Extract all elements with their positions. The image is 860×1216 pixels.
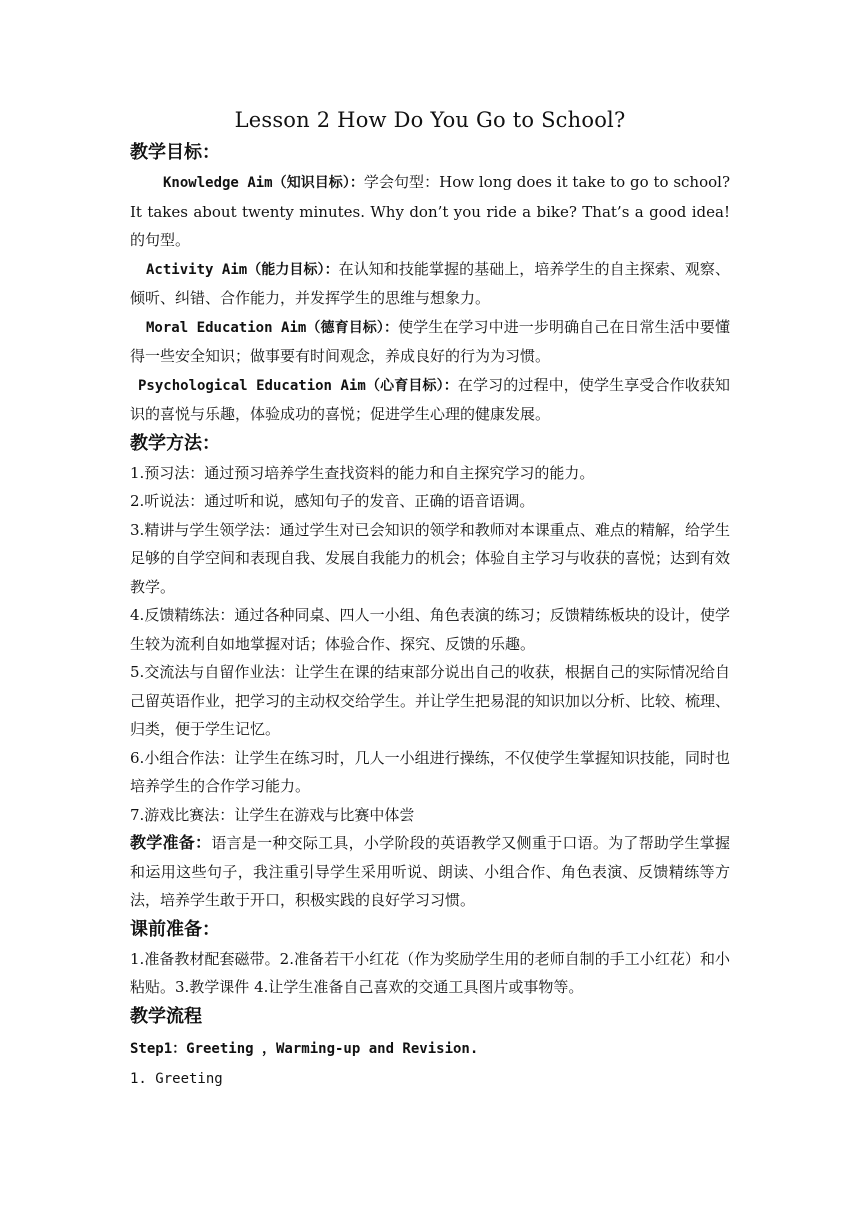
- step1-heading: Step1：Greeting ，Warming-up and Revision.: [130, 1040, 479, 1057]
- psych-aim-paragraph: [130, 371, 730, 429]
- process-heading: 教学流程: [130, 1005, 202, 1027]
- document-content: [130, 104, 730, 1094]
- method-item: 4.反馈精练法：通过各种同桌、四人一小组、角色表演的练习；反馈精练板块的设计，使学生较为流利自如地掌握对话；体验合作、探究、反馈的乐趣。: [130, 606, 730, 653]
- method-item: 5.交流法与自留作业法：让学生在课的结束部分说出自己的收获，根据自己的实际情况给自己留英语作业，把学习的主动权交给学生。并让学生把易混的知识加以分析、比较、梳理、归类，便于学生记忆。: [130, 663, 731, 738]
- knowledge-aim-text: 学会句型：How long does it take to go to school? It takes about twenty minutes. Why don’t you ride a bike? That’s a good idea!的句型。: [130, 173, 730, 249]
- moral-aim-label: Moral Education Aim（德育目标）：: [146, 319, 399, 336]
- activity-aim-label: Activity Aim（能力目标）：: [146, 261, 339, 278]
- activity-aim-paragraph: [130, 255, 730, 313]
- prep-label: 教学准备：: [130, 833, 212, 852]
- psych-aim-label: Psychological Education Aim（心育目标）：: [138, 377, 458, 394]
- method-item: 2.听说法：通过听和说，感知句子的发音、正确的语音语调。: [130, 492, 535, 510]
- method-item: 3.精讲与学生领学法：通过学生对已会知识的领学和教师对本课重点、难点的精解，给学生足够的自学空间和表现自我、发展自我能力的机会；体验自主学习与收获的喜悦；达到有效教学。: [130, 520, 731, 596]
- activity-aim-text: 在认知和技能掌握的基础上，培养学生的自主探索、观察、倾听、纠错、合作能力，并发挥学生的思维与想象力。: [130, 259, 730, 307]
- method-item: 1.预习法：通过预习培养学生查找资料的能力和自主探究学习的能力。: [130, 463, 595, 482]
- moral-aim-text: 使学生在学习中进一步明确自己在日常生活中要懂得一些安全知识；做事要有时间观念，养成良好的行为为习惯。: [130, 317, 730, 365]
- goals-heading: 教学目标：: [130, 142, 220, 163]
- knowledge-aim-label: Knowledge Aim（知识目标）：: [163, 175, 364, 191]
- psych-aim-text: 在学习的过程中，使学生享受合作收获知识的喜悦与乐趣，体验成功的喜悦；促进学生心理的健康发展。: [130, 375, 730, 423]
- preclass-text: 1.准备教材配套磁带。2.准备若干小红花（作为奖励学生用的老师自制的手工小红花）和小粘贴。3.教学课件 4.让学生准备自己喜欢的交通工具图片或事物等。: [130, 949, 730, 996]
- greeting-item: 1. Greeting: [130, 1070, 223, 1087]
- methods-heading: 教学方法：: [130, 432, 220, 454]
- prep-text: 语言是一种交际工具，小学阶段的英语教学又侧重于口语。为了帮助学生掌握和运用这些句子，我注重引导学生采用听说、朗读、小组合作、角色表演、反馈精练等方法，培养学生敢于开口，积极实践的良好学习习惯。: [130, 834, 730, 909]
- preclass-heading: 课前准备：: [130, 918, 220, 940]
- method-item: 6.小组合作法：让学生在练习时，几人一小组进行操练，不仅使学生掌握知识技能，同时也培养学生的合作学习能力。: [130, 748, 730, 795]
- lesson-title: Lesson 2 How Do You Go to School?: [234, 108, 626, 132]
- method-item: 7.游戏比赛法：让学生在游戏与比赛中体尝: [130, 805, 415, 824]
- moral-aim-paragraph: [130, 313, 730, 371]
- knowledge-aim-paragraph: [130, 168, 730, 255]
- prep-paragraph: [130, 829, 730, 915]
